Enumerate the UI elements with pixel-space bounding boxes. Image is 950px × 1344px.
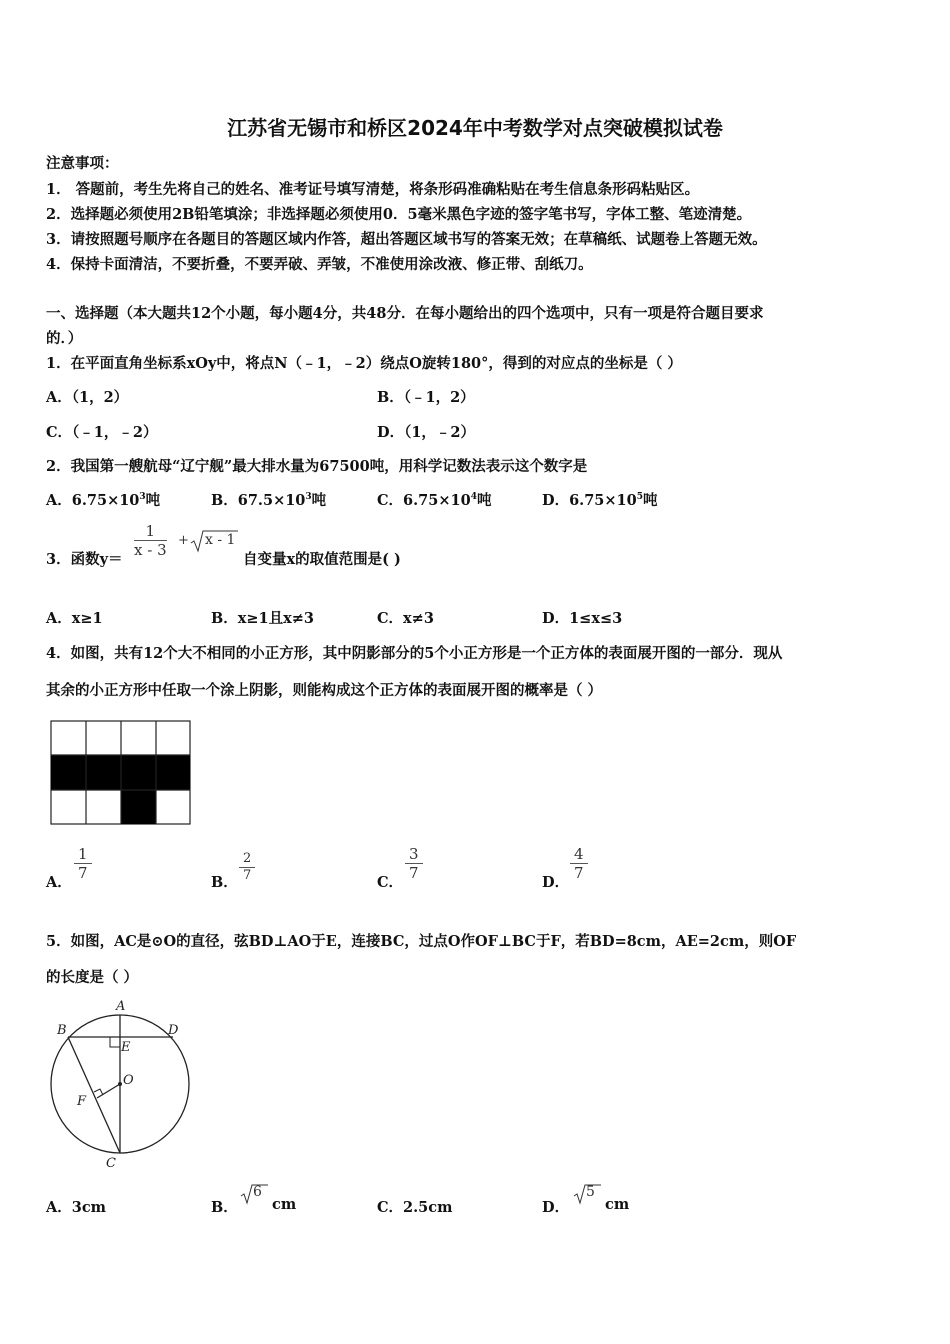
q3-option-a: A．x≥1: [46, 610, 103, 627]
segment-bc: [68, 1037, 120, 1153]
q5-option-d-radicand: 5: [586, 1184, 595, 1200]
q5-option-b-radicand: 6: [253, 1184, 262, 1200]
notes-item: 2．选择题必须使用2B铅笔填涂；非选择题必须使用0．5毫米黑色字迹的签字笔书写，字体工整、笔迹清楚。: [46, 206, 752, 223]
label-d: D: [168, 1023, 179, 1038]
right-angle-e: [110, 1037, 120, 1047]
q4-option-b-label: B．: [211, 874, 238, 891]
section-heading-cont: 的．）: [46, 330, 83, 347]
q3-option-b: B．x≥1且x≠3: [211, 610, 315, 627]
q3-option-d: D．1≤x≤3: [542, 610, 623, 627]
q4-option-c-fraction: $\frac{3}{7}$: [405, 845, 423, 882]
label-e: E: [121, 1040, 131, 1055]
label-b: B: [57, 1023, 67, 1038]
q4-option-a-label: A．: [46, 874, 72, 891]
q2-stem: 2．我国第一艘航母“辽宁舰”最大排水量为67500吨，用科学记数法表示这个数字是: [46, 458, 588, 475]
q3-option-c: C．x≠3: [377, 610, 434, 627]
notes-item: 3．请按照题号顺序在各题目的答题区域内作答，超出答题区域书写的答案无效；在草稿纸、试题卷上答题无效。: [46, 231, 767, 248]
q5-option-d-label: D．: [542, 1199, 570, 1216]
q4-option-d-fraction: $\frac{4}{7}$: [570, 845, 588, 882]
q1-stem: 1．在平面直角坐标系xOy中，将点N（﹣1，﹣2）绕点O旋转180°，得到的对应点的坐标是（ ）: [46, 355, 682, 372]
q2-option-d: D．$6.75\times 10^5$吨: [542, 492, 658, 509]
notes-item: 1． 答题前，考生先将自己的姓名、准考证号填写清楚，将条形码准确粘贴在考生信息条形码粘贴区。: [46, 181, 700, 198]
q3-frac-denominator: x - 3: [134, 541, 167, 559]
q4-option-b-fraction: $\frac{2}{7}$: [239, 851, 255, 884]
q1-option-b: B．（﹣1，2）: [377, 389, 475, 406]
q4-option-d-label: D．: [542, 874, 570, 891]
q5-stem-line1: 5．如图，AC是⊙O的直径，弦BD⊥AO于E，连接BC，过点O作OF⊥BC于F，若BD=8cm，AE=2cm，则OF: [46, 933, 797, 950]
label-c: C: [106, 1156, 116, 1171]
q1-option-c: C．（﹣1，﹣2）: [46, 424, 158, 441]
q4-stem-line1: 4．如图，共有12个大不相同的小正方形，其中阴影部分的5个小正方形是一个正方体的表面展开图的一部分．现从: [46, 645, 783, 662]
label-f: F: [77, 1094, 87, 1109]
right-angle-f: [94, 1089, 103, 1095]
section-heading: 一、选择题（本大题共12个小题，每小题4分，共48分．在每小题给出的四个选项中，只有一项是符合题目要求: [46, 305, 764, 322]
notes-heading: 注意事项：: [46, 155, 119, 172]
center-o: [118, 1082, 122, 1086]
q1-option-a: A．（1，2）: [46, 389, 129, 406]
label-a: A: [116, 999, 126, 1014]
q5-stem-line2: 的长度是（ ）: [46, 969, 139, 986]
q4-stem-line2: 其余的小正方形中任取一个涂上阴影，则能构成这个正方体的表面展开图的概率是（ ）: [46, 682, 603, 699]
q2-option-b: B．$67.5\times 10^3$吨: [211, 492, 327, 509]
q5-option-b-label: B．: [211, 1199, 238, 1216]
page-title: 江苏省无锡市和桥区2024年中考数学对点突破模拟试卷: [227, 116, 723, 140]
q3-stem-prefix: 3．函数y＝: [46, 551, 123, 568]
q4-option-c-label: C．: [377, 874, 404, 891]
notes-item: 4．保持卡面清洁，不要折叠，不要弄破、弄皱，不准使用涂改液、修正带、刮纸刀。: [46, 256, 593, 273]
q1-option-d: D．（1，﹣2）: [377, 424, 476, 441]
q3-stem-suffix: 自变量x的取值范围是( ): [243, 551, 401, 568]
q3-radicand: x - 1: [205, 532, 236, 548]
q5-option-c: C．2.5cm: [377, 1199, 453, 1216]
q2-option-a: A．$6.75\times 10^3$吨: [46, 492, 161, 509]
q5-option-b-unit: cm: [272, 1196, 297, 1213]
q5-option-d-unit: cm: [605, 1196, 630, 1213]
q4-option-a-fraction: $\frac{1}{7}$: [74, 845, 92, 882]
q5-option-a: A．3cm: [46, 1199, 107, 1216]
q2-option-c: C．$6.75\times 10^4$吨: [377, 492, 492, 509]
q5-circle-figure: [40, 995, 200, 1175]
label-o: O: [123, 1073, 134, 1088]
q3-plus: +: [178, 533, 189, 548]
q4-grid-figure: [50, 720, 192, 826]
q3-frac-numerator: 1: [134, 522, 167, 541]
q3-fraction: [134, 522, 167, 559]
